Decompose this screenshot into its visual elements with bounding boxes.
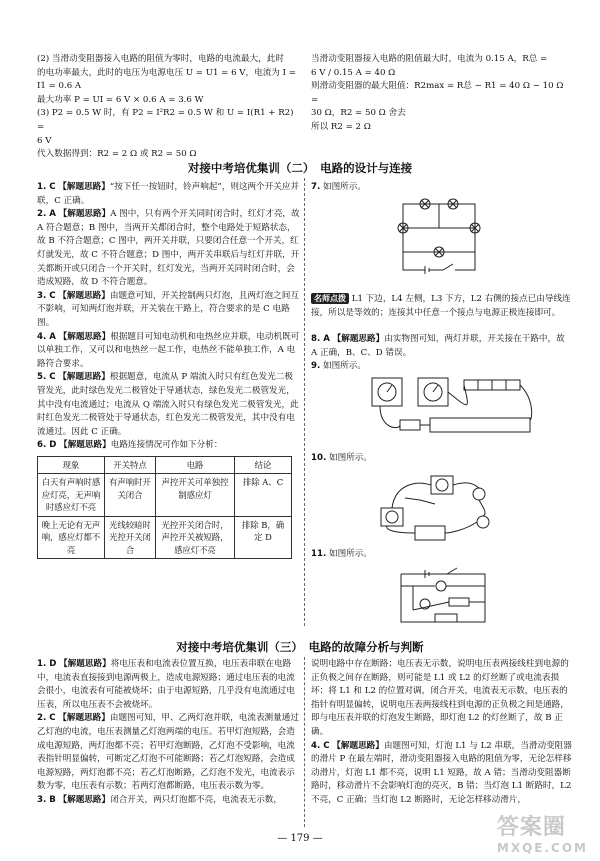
analysis-tag: 【解题思路】 <box>59 659 111 669</box>
answer-item <box>37 439 300 453</box>
table-cell: 排除 A、C <box>235 474 292 517</box>
section3-right <box>311 658 573 808</box>
item-text: 由题意可知，开关控制两只灯泡，且两灯泡之间互不影响，可知两灯泡并联，开关装在干路上，符合要求的是 C 电路图。 <box>37 290 299 328</box>
table-cell: 光控开关闭合时，声控开关被短路，感应灯不亮 <box>156 516 235 559</box>
item-text: 如图所示。 <box>322 182 366 192</box>
text-line: 代入数据得到：R2 = 2 Ω 或 R2 = 50 Ω <box>37 149 197 160</box>
text-line: 6 V / 0.15 A = 40 Ω <box>311 67 396 78</box>
answer-item <box>311 452 573 466</box>
top-left-block <box>37 53 300 162</box>
circuit-diagram-7 <box>395 194 485 279</box>
item-number: 10. <box>311 453 327 463</box>
item-number: 5. C <box>37 372 56 383</box>
item-number: 4. A <box>37 331 56 342</box>
text-line: (2) 当滑动变阻器接入电路的阻值为零时，电路的电流最大，此时 <box>37 54 284 64</box>
item-text: A 图中，只有两个开关同时闭合时，红灯才亮，故 A 符合题意；B 图中，当两开关都闭合时，整个电路处于短路状态，故 B 不符合题意；C 图中，两开关并联，只要闭合任意一个开关，红灯就发光，故 C 不符合题意；D 图中，两开关串联后与红灯并联，开关都断开或只闭合一个开关时，红灯发光，当两开关同时闭合时，会造成短路，故 D 不符合题意。 <box>37 209 300 288</box>
item-text: 根据题意，电流从 P 端流入时只有红色发光二极管发光，此时绿色发光二极管处于导通状态，绿色发光二极管发光，其中没有电流通过；电流从 Q 端流入时只有绿色发光二极管发光，此时红色发光二极管处于导通状态，红色发光二极管发光，其中没有电流通过。因此 C 正确。 <box>37 372 299 437</box>
answer-item <box>37 208 300 290</box>
answer-item <box>311 333 573 360</box>
table-cell: 排除 B，确定 D <box>235 516 292 559</box>
text-line: 当滑动变阻器接入电路的阻值最大时，电流为 0.15 A，R总 = <box>311 54 548 64</box>
answer-item <box>37 658 300 712</box>
table-header: 结论 <box>235 456 292 474</box>
text-line: 则滑动变阻器的最大阻值：R2max = R总 − R1 = 40 Ω − 10 Ω = <box>311 81 564 105</box>
item-number: 2. A <box>37 209 56 220</box>
table-cell: 光线较暗时光控开关闭合 <box>105 516 156 559</box>
analysis-table <box>37 456 292 560</box>
page-number: — 179 — <box>277 833 323 844</box>
analysis-tag: 【解题思路】 <box>58 372 110 383</box>
item-text: 根据题目可知电动机和电热丝应并联，电动机既可以单独工作，又可以和电热丝一起工作，电热丝不能单独工作，A 电路符合要求。 <box>37 331 300 369</box>
watermark-url: MXQE.COM <box>496 841 588 855</box>
item-number: 6. D <box>37 440 57 451</box>
table-cell: 有声响时开关闭合 <box>105 474 156 517</box>
item-text: 如图所示。 <box>322 361 366 372</box>
table-row <box>38 474 292 517</box>
analysis-tag: 【解题思路】 <box>332 740 384 751</box>
section2-right <box>311 181 573 195</box>
item-text: 闭合开关，两只灯泡都不亮，电流表无示数， <box>110 794 282 805</box>
item-text: 电路连接情况可作如下分析： <box>110 440 223 451</box>
analysis-tag: 【解题思路】 <box>58 182 110 192</box>
item-number: 7. <box>311 182 321 192</box>
circuit-diagram-11 <box>395 560 495 628</box>
circuit-diagram-10 <box>375 470 505 545</box>
section2-right-10 <box>311 452 573 466</box>
item-text: 将电压表和电流表位置互换，电压表串联在电路中，电流表直接接到电源两极上，造成电源短路；通过电压表的电流会很小，电流表有可能被烧坏；由于电源短路，几乎没有电流通过电压表，所以电压表不会被烧坏。 <box>37 659 295 710</box>
answer-item <box>37 794 300 808</box>
table-row <box>38 516 292 559</box>
item-number: 1. C <box>37 182 56 192</box>
column-divider <box>304 657 305 827</box>
answer-item <box>37 331 300 372</box>
analysis-tag: 【解题思路】 <box>58 713 110 724</box>
item-number: 3. B <box>37 794 56 805</box>
text-line: 30 Ω，R2 = 50 Ω 舍去 <box>311 108 406 119</box>
item-text: 如图所示。 <box>328 453 372 463</box>
table-header: 开关特点 <box>105 456 156 474</box>
text-line: 的电功率最大，此时的电压为电源电压 U = U1 = 6 V，电流为 I = <box>37 67 296 78</box>
section3-left <box>37 658 300 808</box>
teacher-tip-badge: 名师点拨 <box>311 293 349 304</box>
answer-item <box>37 290 300 331</box>
item-number: 1. D <box>37 659 57 669</box>
item-number: 3. C <box>37 290 56 301</box>
answer-item <box>37 371 300 439</box>
analysis-tag: 【解题思路】 <box>58 209 111 220</box>
section2-left <box>37 181 300 559</box>
table-cell: 白天有声响时感应灯亮，无声响时感应灯不亮 <box>38 474 105 517</box>
answer-item <box>311 181 573 195</box>
item-number: 11. <box>311 549 327 559</box>
answer-item <box>37 181 300 208</box>
table-header: 电路 <box>156 456 235 474</box>
item-number: 8. A <box>311 334 330 344</box>
item-text: 由实物图可知，两灯并联，开关接在干路中，故 A 正确，B、C、D 错误。 <box>311 334 565 358</box>
table-header: 现象 <box>38 456 105 474</box>
table-cell: 晚上无论有无声响，感应灯都不亮 <box>38 516 105 559</box>
text-line: I1 = 0.6 A <box>37 81 82 92</box>
section2-right-lower <box>311 333 573 374</box>
text-line: 最大功率 P = UI = 6 V × 0.6 A = 3.6 W <box>37 94 204 105</box>
analysis-tag: 【解题思路】 <box>59 440 111 451</box>
item-text: “按下任一按钮时，铃声响起”，则这两个开关应并联，C 正确。 <box>37 182 300 206</box>
item-text: 说明电路中存在断路；电压表无示数，说明电压表两接线柱到电源的正负极之间存在断路，则可能是 L1 或 L2 的灯丝断了或电流表损坏；将 L1 和 L2 的位置对调，闭合开关，电流表无示数，电压表的指针有明显偏转，说明电压表两接线柱到电源的正负极之间是通路，即与电压表并联的灯泡发生断路，即灯泡 L2 的灯丝断了，故 B 正确。 <box>311 659 569 737</box>
item-text: 由题图可知，灯泡 L1 与 L2 串联，当滑动变阻器的滑片 P 在最左端时，滑动变阻器接入电路的阻值为零，无论怎样移动滑片，灯泡 L1 都不亮，说明 L1 短路，故 A 错；当滑动变阻器断路时，移动滑片不会影响灯泡的亮灭，B 错；当灯泡 L1 断路时，L2 不亮，C 正确；当灯泡 L2 断路时，无论怎样移动滑片， <box>311 740 572 805</box>
answer-item <box>311 740 573 808</box>
analysis-tag: 【解题思路】 <box>58 290 110 301</box>
watermark-text: 答案圈 <box>496 815 566 840</box>
item-number: 2. C <box>37 713 56 724</box>
item-number: 4. C <box>311 740 330 751</box>
answer-item <box>37 712 300 794</box>
table-cell: 声控开关可单独控制感应灯 <box>156 474 235 517</box>
item-number: 9. <box>311 361 321 372</box>
column-divider <box>304 178 305 626</box>
callout-text: L1 下边，L4 左侧，L3 下方，L2 右侧的接点已由导线连接，所以是等效的；连接其中任意一个接点与电源正极连接即可。 <box>311 294 571 318</box>
item-text: 如图所示。 <box>328 549 372 559</box>
text-line: (3) P2 = 0.5 W 时，有 P2 = I²R2 = 0.5 W 和 U = I(R1 + R2) = <box>37 108 294 132</box>
analysis-tag: 【解题思路】 <box>332 334 385 344</box>
section-title-2: 对接中考培优集训（二） 电路的设计与连接 <box>187 161 413 175</box>
analysis-tag: 【解题思路】 <box>58 794 111 805</box>
item-text: 由题图可知，甲、乙两灯泡并联，电流表测量通过乙灯泡的电流，电压表测量乙灯泡两端的电压。若甲灯泡短路，会造成电源短路，两灯泡都不亮；若甲灯泡断路，乙灯泡不受影响，电流表指针明显偏转，可断定乙灯泡不可能断路；若乙灯泡短路，会造成电源短路，两灯泡都不亮；若乙灯泡断路，乙灯泡不发光，电流表示数为零，电压表有示数；若两灯泡都断路，电压表示数为零。 <box>37 713 299 792</box>
text-line: 6 V <box>37 135 52 146</box>
table-header-row <box>38 456 292 474</box>
callout-block <box>311 292 573 320</box>
text-line: 所以 R2 = 2 Ω <box>311 121 371 132</box>
watermark-logo <box>497 810 588 855</box>
section-title-3: 对接中考培优集训（三） 电路的故障分析与判断 <box>176 640 424 654</box>
top-right-block <box>311 53 573 135</box>
circuit-diagram-9 <box>360 370 540 445</box>
analysis-tag: 【解题思路】 <box>58 331 111 342</box>
